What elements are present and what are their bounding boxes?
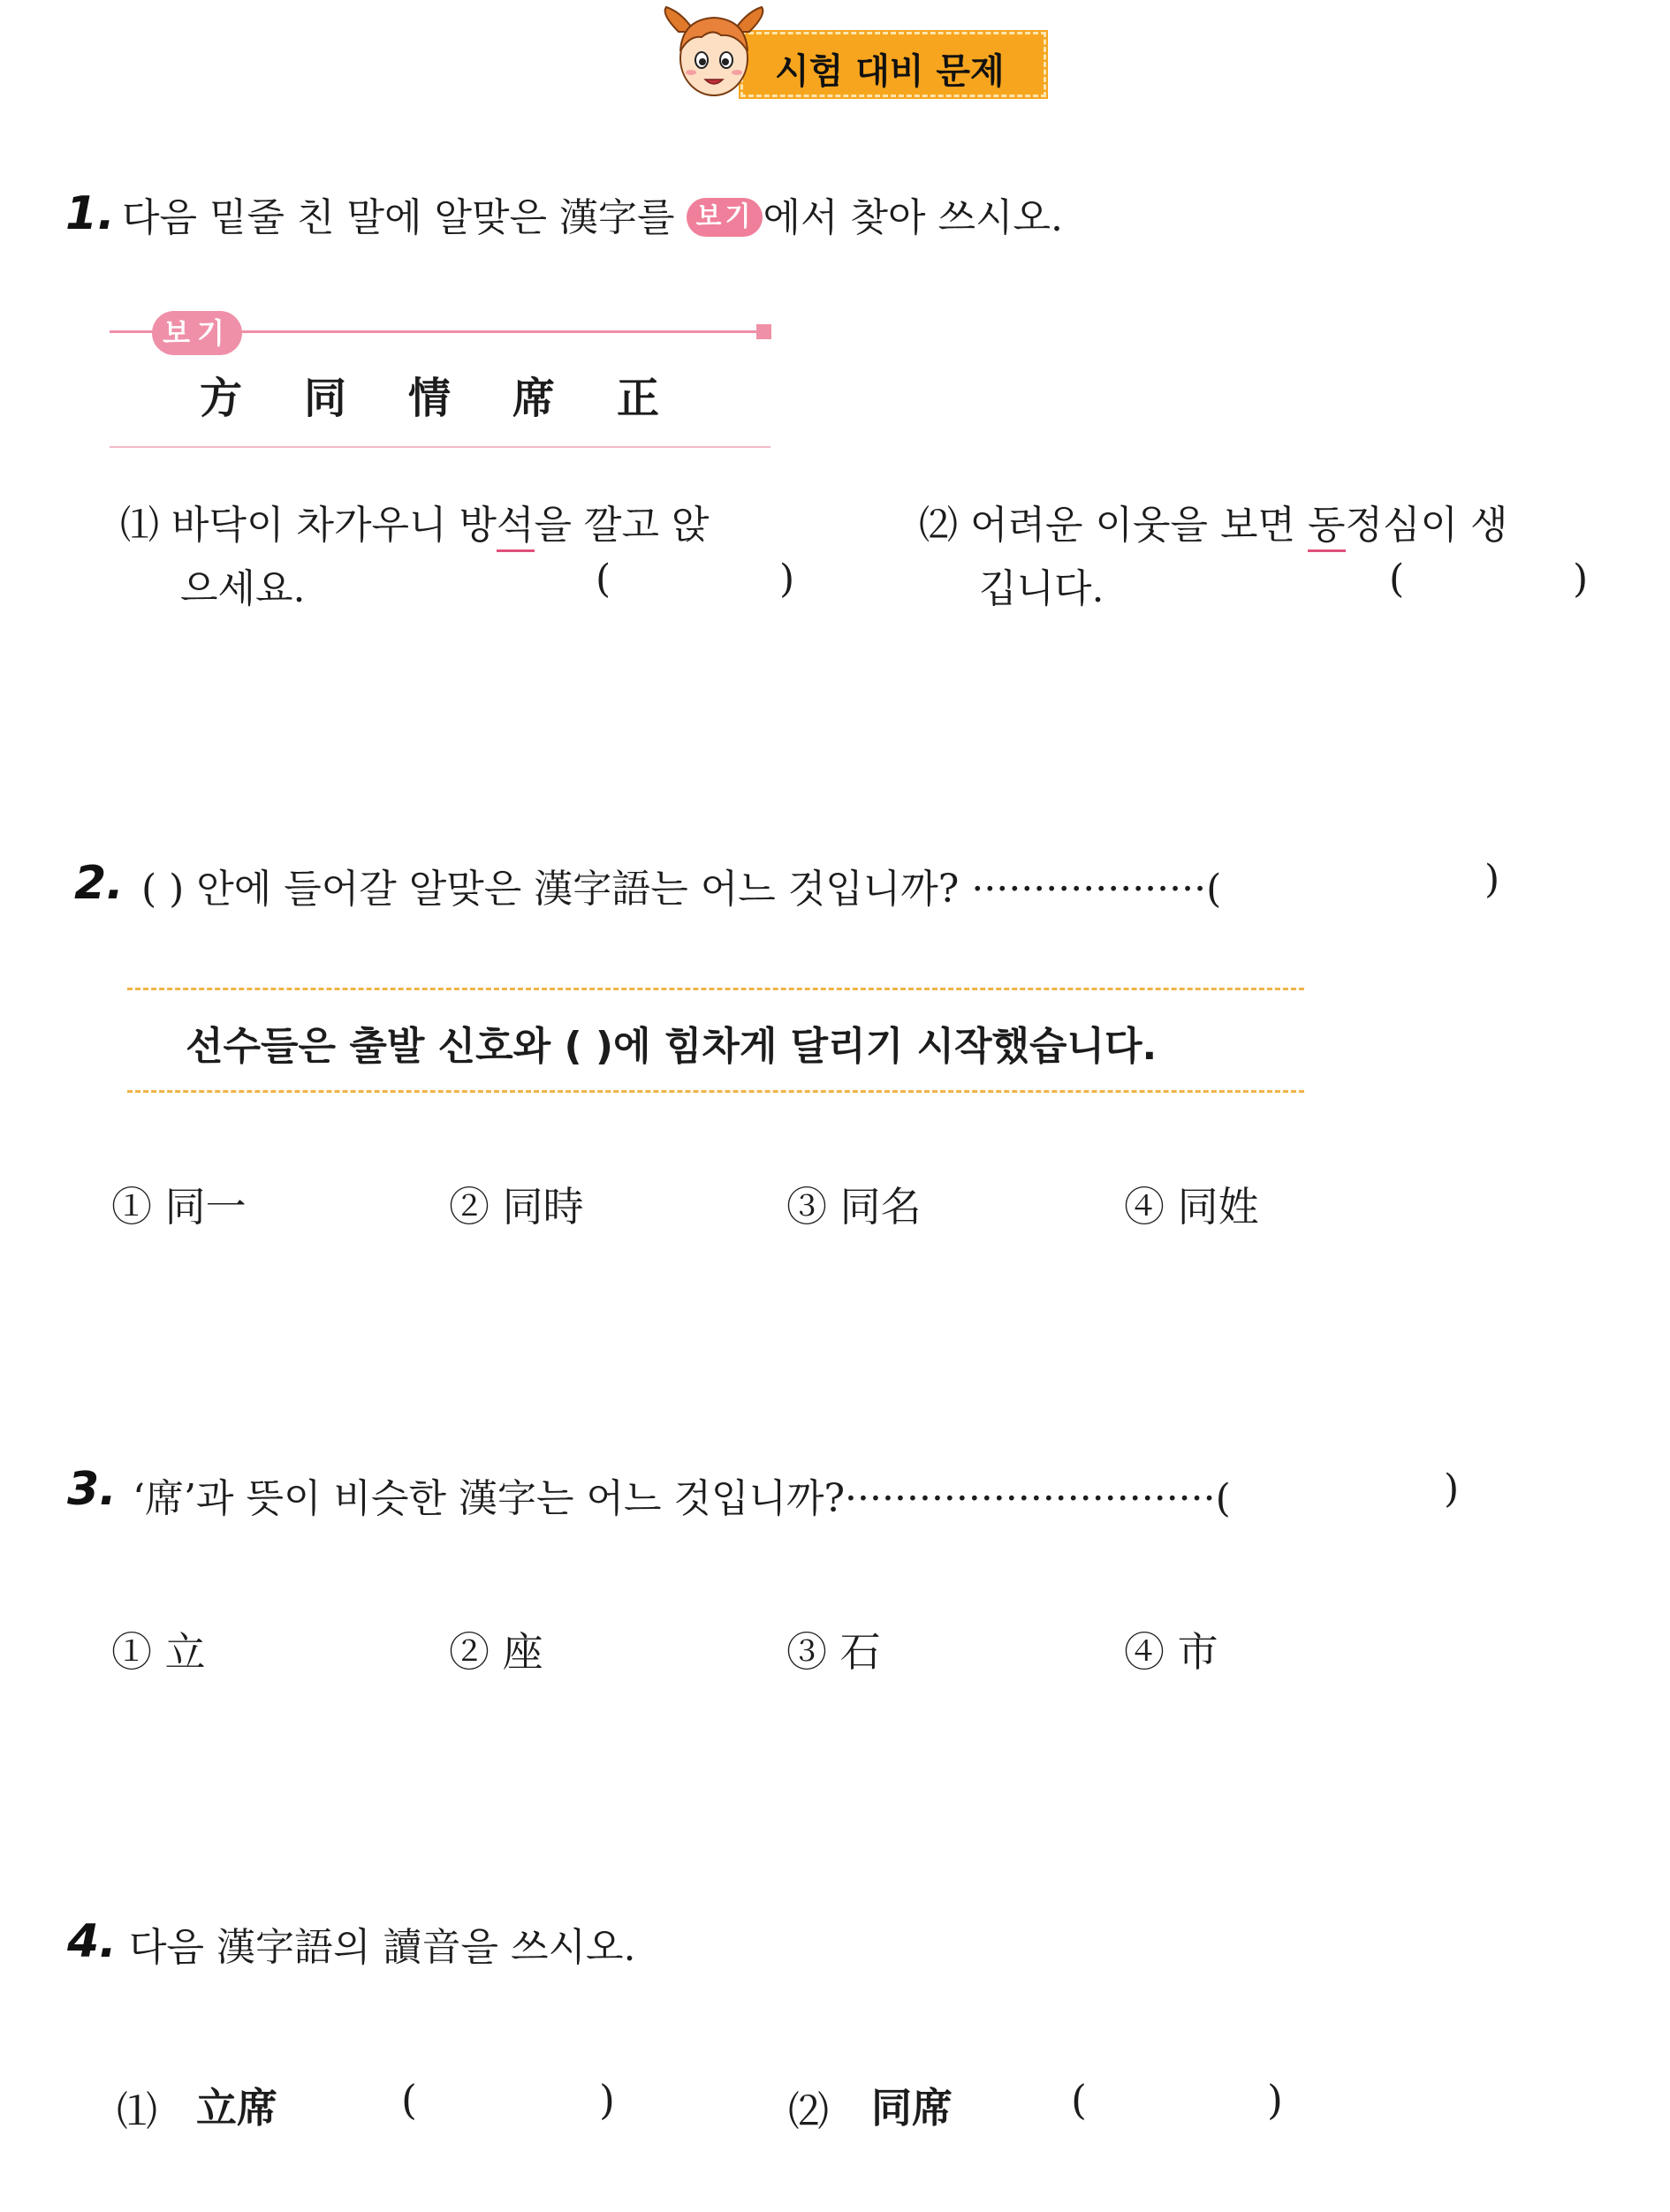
- q4-item-2-answer-open: (: [1071, 2076, 1087, 2124]
- example-box-bottom-border: [127, 1090, 1304, 1093]
- bogi-hanja-4: 席: [512, 374, 556, 423]
- q1-item-1-answer-close: ): [779, 557, 795, 602]
- q2-choice-4: ④ 同姓: [1124, 1183, 1259, 1231]
- q1-item-1-underlined: 석: [497, 503, 535, 552]
- q2-choice-1: ① 同一: [111, 1183, 247, 1231]
- q4-item-1-answer-open: (: [401, 2076, 417, 2124]
- q1-item-1-text-before: 바닥이 차가우니 방: [171, 503, 497, 548]
- question-3-answer-close: ): [1444, 1466, 1460, 1511]
- q1-item-1-answer-open: (: [596, 557, 611, 602]
- q1-item-2-text-after: 정심이 생: [1345, 503, 1508, 548]
- bogi-hanja-2: 同: [304, 374, 347, 423]
- q1-item-2-line-1: [919, 493, 1508, 549]
- q1-item-1-line-1: [120, 493, 710, 549]
- question-2-answer-close: ): [1484, 857, 1500, 902]
- q3-choice-3: ③ 石: [786, 1628, 881, 1676]
- question-number-3: 3.: [67, 1463, 117, 1516]
- bogi-tag-inline: 보기: [687, 198, 763, 237]
- bogi-hanja-5: 正: [617, 374, 660, 423]
- q1-item-2-number: ⑵: [919, 503, 958, 548]
- q3-choice-4: ④ 市: [1124, 1628, 1218, 1676]
- bogi-hanja-1: 方: [200, 374, 243, 423]
- q1-item-2-underlined: 동: [1308, 503, 1346, 552]
- q1-item-2-answer-open: (: [1389, 557, 1405, 602]
- q4-item-1-number: ⑴: [117, 2087, 157, 2135]
- bogi-rule-end-marker: [756, 324, 771, 339]
- bogi-label: 보기: [152, 311, 242, 355]
- question-4-prompt: 다음 漢字語의 讀音을 쓰시오.: [129, 1925, 636, 1970]
- q1-item-2-answer-close: ): [1573, 557, 1589, 602]
- q1-item-1-number: ⑴: [120, 503, 159, 548]
- example-sentence: 선수들은 출발 신호와 ( )에 힘차게 달리기 시작했습니다.: [186, 1024, 1158, 1069]
- question-2-prompt: ( ) 안에 들어갈 알맞은 漢字語는 어느 것입니까? ···················(: [141, 867, 1222, 912]
- q2-choice-3: ③ 同名: [786, 1183, 922, 1231]
- q3-choice-2: ② 座: [449, 1628, 543, 1676]
- q3-choice-1: ① 立: [111, 1628, 206, 1676]
- bogi-hanja-3: 情: [408, 374, 452, 423]
- q1-prompt-after: 에서 찾아 쓰시오.: [763, 195, 1063, 240]
- example-box-top-border: [127, 988, 1304, 990]
- q1-item-1-line-2: 으세요.: [180, 566, 306, 611]
- section-title: 시험 대비 문제: [775, 51, 1005, 92]
- section-badge: [740, 32, 1046, 97]
- bogi-bottom-rule: [110, 446, 770, 448]
- question-number-1: 1.: [65, 187, 115, 240]
- q4-item-2-number: ⑵: [788, 2087, 829, 2135]
- q1-item-1-text-after: 을 깔고 앉: [534, 503, 710, 548]
- bogi-hanja-list: [200, 364, 721, 425]
- q2-choice-2: ② 同時: [449, 1183, 584, 1231]
- q4-item-2-word: 同席: [871, 2084, 953, 2132]
- question-number-2: 2.: [74, 857, 124, 910]
- q4-item-2-answer-close: ): [1267, 2076, 1283, 2124]
- question-1-prompt: [122, 186, 1063, 242]
- q1-item-2-text-before: 어려운 이웃을 보면: [970, 503, 1308, 548]
- q4-item-1-answer-close: ): [599, 2076, 615, 2124]
- question-3-prompt: ‘席’과 뜻이 비슷한 漢字는 어느 것입니까?······························(: [133, 1476, 1231, 1521]
- q4-item-1-word: 立席: [196, 2084, 277, 2132]
- question-number-4: 4.: [67, 1915, 117, 1968]
- q1-item-2-line-2: 깁니다.: [979, 566, 1104, 611]
- girl-mascot-icon: [659, 5, 769, 102]
- q1-prompt-before: 다음 밑줄 친 말에 알맞은 漢字를: [122, 195, 675, 240]
